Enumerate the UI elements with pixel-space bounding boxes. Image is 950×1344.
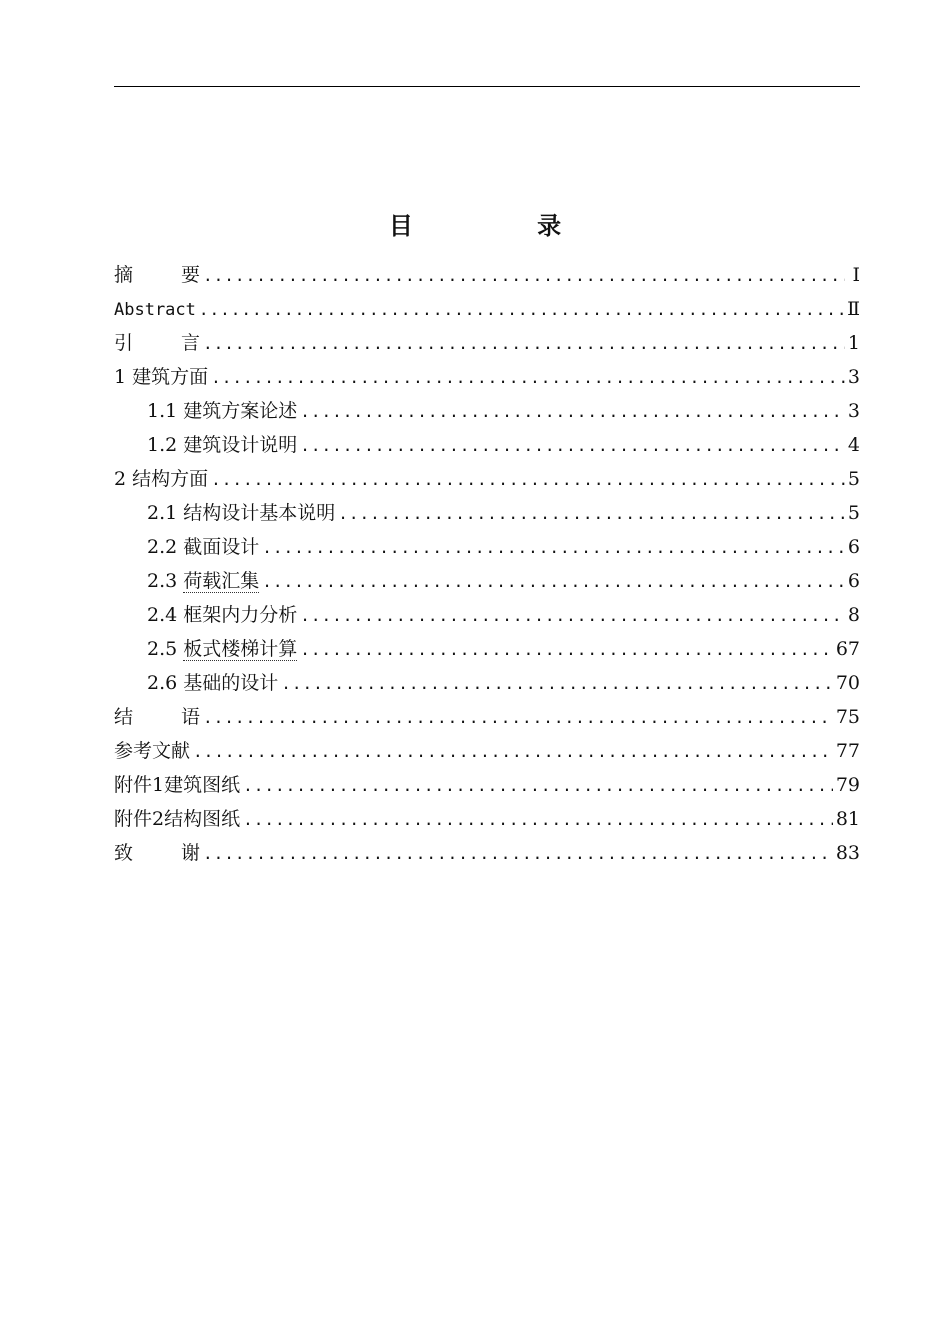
toc-leader-dots xyxy=(262,531,845,565)
toc-entry-label: 1.2 建筑设计说明 xyxy=(147,434,298,456)
toc-entry-section-1-2[interactable] xyxy=(114,428,860,462)
toc-entry-label: 1 建筑方面 xyxy=(114,366,209,388)
toc-leader-dots xyxy=(338,497,845,531)
toc-leader-dots xyxy=(300,633,833,667)
toc-entry-acknowledgements[interactable] xyxy=(114,836,860,870)
toc-entry-page: 8 xyxy=(847,604,860,626)
toc-entry-label: Abstract xyxy=(114,300,196,320)
toc-entry-references[interactable] xyxy=(114,734,860,768)
toc-entry-abstract-en[interactable] xyxy=(114,292,860,326)
toc-entry-label: 2.5 板式楼梯计算 xyxy=(147,638,298,660)
toc-entry-label: 致谢 xyxy=(114,842,201,864)
toc-leader-dots xyxy=(243,769,833,803)
toc-entry-label: 2.2 截面设计 xyxy=(147,536,260,558)
toc-leader-dots xyxy=(203,701,833,735)
toc-leader-dots xyxy=(203,259,845,293)
toc-entry-page: Ⅰ xyxy=(852,264,860,286)
toc-entry-page: 6 xyxy=(847,536,860,558)
header-rule xyxy=(114,86,860,87)
toc-entry-page: 4 xyxy=(847,434,860,456)
toc-entry-appendix-1[interactable] xyxy=(114,768,860,802)
toc-entry-page: 1 xyxy=(847,332,860,354)
toc-entry-section-2-6[interactable] xyxy=(114,666,860,700)
toc-entry-section-2-1[interactable] xyxy=(114,496,860,530)
toc-entry-page: 70 xyxy=(835,672,860,694)
toc-entry-underlined-text: 荷载汇集 xyxy=(183,570,260,592)
toc-entry-label: 2.1 结构设计基本说明 xyxy=(147,502,336,524)
toc-leader-dots xyxy=(243,803,833,837)
toc-leader-dots xyxy=(203,327,845,361)
toc-entry-underlined-text: 板式楼梯计算 xyxy=(183,638,298,660)
toc-entry-label: 1.1 建筑方案论述 xyxy=(147,400,298,422)
toc-leader-dots xyxy=(281,667,833,701)
toc-entry-label: 引言 xyxy=(114,332,201,354)
toc-entry-label: 2 结构方面 xyxy=(114,468,209,490)
toc-leader-dots xyxy=(300,429,845,463)
toc-entry-section-2-2[interactable] xyxy=(114,530,860,564)
toc-entry-page: 5 xyxy=(847,502,860,524)
toc-entry-page: 3 xyxy=(847,400,860,422)
toc-entry-label: 附件2结构图纸 xyxy=(114,808,241,830)
toc-entry-page: Ⅱ xyxy=(847,298,860,320)
toc-entry-page: 77 xyxy=(835,740,860,762)
toc-entry-abstract-cn[interactable] xyxy=(114,258,860,292)
toc-entry-introduction[interactable] xyxy=(114,326,860,360)
toc-entry-appendix-2[interactable] xyxy=(114,802,860,836)
toc-entry-page: 67 xyxy=(835,638,860,660)
toc-entry-page: 83 xyxy=(835,842,860,864)
toc-entry-label: 参考文献 xyxy=(114,740,191,762)
toc-entry-page: 79 xyxy=(835,774,860,796)
toc-entry-label: 2.4 框架内力分析 xyxy=(147,604,298,626)
toc-leader-dots xyxy=(211,463,845,497)
toc-entry-page: 75 xyxy=(835,706,860,728)
toc-entry-label: 摘要 xyxy=(114,264,201,286)
toc-entry-page: 6 xyxy=(847,570,860,592)
toc-entry-page: 81 xyxy=(835,808,860,830)
toc-entry-chapter-2[interactable] xyxy=(114,462,860,496)
toc-entry-chapter-1[interactable] xyxy=(114,360,860,394)
toc-leader-dots xyxy=(211,361,845,395)
toc-leader-dots xyxy=(300,395,845,429)
toc-leader-dots xyxy=(203,837,833,871)
toc-entry-conclusion[interactable] xyxy=(114,700,860,734)
toc-entry-page: 3 xyxy=(847,366,860,388)
table-of-contents xyxy=(114,258,860,870)
toc-entry-page: 5 xyxy=(847,468,860,490)
toc-entry-section-1-1[interactable] xyxy=(114,394,860,428)
toc-entry-label: 2.3 荷载汇集 xyxy=(147,570,260,592)
toc-leader-dots xyxy=(300,599,845,633)
toc-leader-dots xyxy=(193,735,833,769)
toc-entry-label: 结语 xyxy=(114,706,201,728)
toc-entry-section-2-3[interactable] xyxy=(114,564,860,598)
toc-leader-dots xyxy=(199,293,844,327)
toc-entry-section-2-5[interactable] xyxy=(114,632,860,666)
toc-entry-section-2-4[interactable] xyxy=(114,598,860,632)
toc-entry-label: 附件1建筑图纸 xyxy=(114,774,241,796)
page-title: 目 录 xyxy=(388,212,620,241)
toc-entry-label: 2.6 基础的设计 xyxy=(147,672,279,694)
toc-leader-dots xyxy=(262,565,845,599)
